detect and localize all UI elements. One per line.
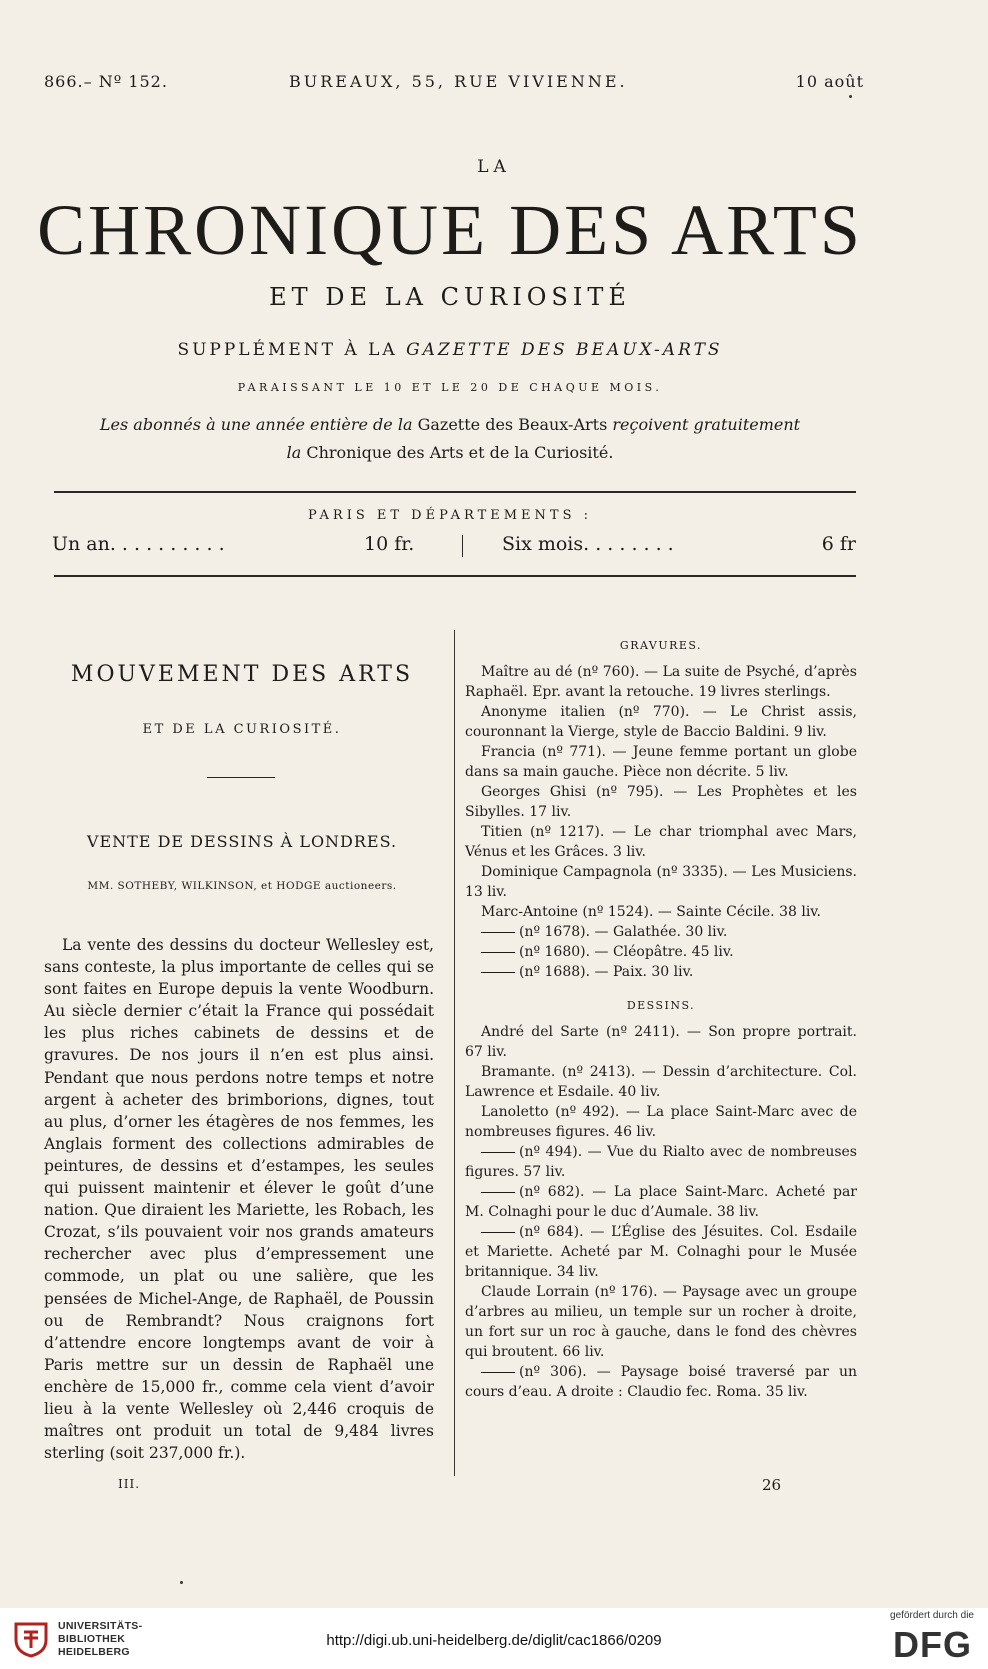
masthead-title: CHRONIQUE DES ARTS (37, 190, 863, 270)
list-item (465, 1182, 857, 1222)
year-price: 10 fr. (364, 533, 415, 555)
six-month-label: Six mois. . . . . . . . (502, 533, 674, 555)
list-item-text: (nº 684). — L’Église des Jésuites. Col. Esdaile et Mariette. Acheté par M. Colnaghi pour le Musée britannique. 34 liv. (465, 1224, 857, 1280)
year-label (52, 533, 225, 555)
dfg-logo[interactable] (862, 1610, 974, 1666)
ditto-dash (481, 1232, 515, 1233)
year-label-text: Un an. . . . . . . . . . (52, 533, 225, 555)
list-item: Dominique Campagnola (nº 3335). — Les Musiciens. 13 liv. (465, 864, 857, 900)
list-item: Maître au dé (nº 760). — La suite de Psyché, d’après Raphaël. Epr. avant la retouche. 19 livres sterlings. (465, 664, 857, 700)
sales-list (465, 636, 857, 1402)
list-item (465, 1362, 857, 1402)
list-item-text: (nº 1678). — Galathée. 30 liv. (519, 924, 728, 940)
auctioneers-line: MM. SOTHEBY, WILKINSON, et HODGE auctioneers. (87, 880, 397, 892)
spacer (465, 982, 857, 996)
funded-by-text: gefördert durch die (890, 1610, 974, 1621)
running-header (44, 72, 864, 98)
subscriber-notice-part: la (286, 443, 302, 462)
issue-date: 10 août (795, 72, 864, 91)
sale-title: VENTE DE DESSINS À LONDRES. (86, 832, 398, 851)
list-item-text: (nº 494). — Vue du Rialto avec de nombreuses figures. 57 liv. (465, 1144, 857, 1180)
office-address: BUREAUX, 55, RUE VIVIENNE. (289, 72, 628, 91)
short-divider (207, 777, 275, 778)
subscriber-notice-part: reçoivent gratuitement (612, 415, 801, 434)
publication-frequency: PARAISSANT LE 10 ET LE 20 DE CHAQUE MOIS. (237, 381, 663, 394)
list-item: Anonyme italien (nº 770). — Le Christ assis, couronnant la Vierge, style de Baccio Baldini. 9 liv. (465, 704, 857, 740)
masthead-subtitle: ET DE LA CURIOSITÉ (269, 283, 631, 311)
page-number: 26 (762, 1476, 782, 1494)
divider-rule (54, 491, 856, 493)
list-item: Francia (nº 771). — Jeune femme portant un globe dans sa main gauche. Pièce non décrite. 5 liv. (465, 744, 857, 780)
supplement-prefix: SUPPLÉMENT À LA (177, 340, 398, 360)
price-separator (462, 535, 463, 557)
dessins-heading: DESSINS. (626, 999, 696, 1012)
subscriber-notice-part: Gazette des Beaux-Arts (417, 415, 608, 434)
subscription-prices (52, 533, 856, 561)
ditto-dash (481, 952, 515, 953)
print-speck (180, 1581, 183, 1584)
article-paragraph: La vente des dessins du docteur Wellesley est, sans conteste, la plus importante de celles qui se sont faites en Europe depuis la vente Woodburn. Au siècle dernier c’était la France qui possédait les plus riches cabinets de dessins et de gravures. De nos jours il n’en est plus ainsi. Pendant que nous perdons notre temps et notre argent à acheter des brimborions, dignes, tout au plus, d’orner les étagères de nos femmes, les Anglais forment des collections admirables de peintures, de dessins et d’estampes, les seules qui puissent maintenir et élever le goût d’une nation. Que diraient les Mariette, les Robach, les Crozat, s’ils pouvaient voir nos grands amateurs rechercher avec plus d’empressement une commode, un plat ou une salière, que les pensées de Michel-Ange, de Raphaël, de Poussin ou de Rembrandt? Nous craignons fort d’attendre encore longtemps avant de voir à Paris mettre sur un dessin de Raphaël une enchère de 15,000 fr., comme cela vient d’avoir lieu à la vente Wellesley où 2,446 croquis de maîtres ont produit un total de 9,484 livres sterling (soit 237,000 fr.). (44, 936, 434, 1463)
list-item-text: (nº 1688). — Paix. 30 liv. (519, 964, 694, 980)
list-item: Marc-Antoine (nº 1524). — Sainte Cécile. 38 liv. (481, 904, 821, 920)
library-name-line: UNIVERSITÄTS- (58, 1620, 143, 1632)
list-item (465, 922, 857, 942)
print-speck (849, 95, 852, 98)
subscriber-notice-part: Les abonnés à une année entière de la (99, 415, 413, 434)
masthead-article: LA (477, 157, 511, 177)
list-item-text: (nº 306). — Paysage boisé traversé par un cours d’eau. A droite : Claudio fec. Roma. 35 liv. (465, 1364, 857, 1400)
list-item: André del Sarte (nº 2411). — Son propre portrait. 67 liv. (465, 1024, 857, 1060)
ditto-dash (481, 1152, 515, 1153)
digitization-footer (0, 1608, 988, 1669)
dfg-wordmark: DFG (893, 1624, 972, 1665)
ditto-dash (481, 932, 515, 933)
library-name-line: HEIDELBERG (58, 1646, 130, 1658)
subscriber-notice-part: Chronique des Arts et de la Curiosité. (306, 443, 614, 462)
column-divider (454, 630, 455, 1476)
subscription-heading: PARIS ET DÉPARTEMENTS : (307, 508, 593, 523)
list-item (465, 962, 857, 982)
list-item (465, 1222, 857, 1282)
supplement-italic: GAZETTE DES BEAUX-ARTS (406, 340, 723, 360)
list-item (465, 1142, 857, 1182)
volume-number: III. (118, 1477, 141, 1491)
permalink[interactable]: http://digi.ub.uni-heidelberg.de/diglit/cac1866/0209 (326, 1632, 662, 1649)
ditto-dash (481, 972, 515, 973)
library-name-line: BIBLIOTHEK (58, 1633, 126, 1645)
list-item: Lanoletto (nº 492). — La place Saint-Marc avec de nombreuses figures. 46 liv. (465, 1104, 857, 1140)
issue-number: 866.– Nº 152. (44, 72, 168, 91)
list-item: Bramante. (nº 2413). — Dessin d’architecture. Col. Lawrence et Esdaile. 40 liv. (465, 1064, 857, 1100)
ditto-dash (481, 1192, 515, 1193)
list-item-text: (nº 1680). — Cléopâtre. 45 liv. (519, 944, 734, 960)
article-subheading: ET DE LA CURIOSITÉ. (142, 722, 342, 737)
list-item (465, 942, 857, 962)
ditto-dash (481, 1372, 515, 1373)
article-body (44, 934, 434, 1464)
list-item: Claude Lorrain (nº 176). — Paysage avec un groupe d’arbres au milieu, un temple sur un rocher à droite, un fort sur un roc à gauche, dans le fond des chèvres qui broutent. 66 liv. (465, 1284, 857, 1360)
subscriber-notice (0, 411, 900, 467)
article-heading: MOUVEMENT DES ARTS (70, 662, 414, 687)
list-item: Titien (nº 1217). — Le char triomphal avec Mars, Vénus et les Grâces. 3 liv. (465, 824, 857, 860)
six-month-price: 6 fr (821, 533, 856, 555)
list-item-text: (nº 682). — La place Saint-Marc. Acheté par M. Colnaghi pour le duc d’Aumale. 38 liv. (465, 1184, 857, 1220)
list-item: Georges Ghisi (nº 795). — Les Prophètes et les Sibylles. 17 liv. (465, 784, 857, 820)
divider-rule (54, 575, 856, 577)
supplement-line (0, 340, 900, 360)
gravures-heading: GRAVURES. (619, 639, 703, 652)
